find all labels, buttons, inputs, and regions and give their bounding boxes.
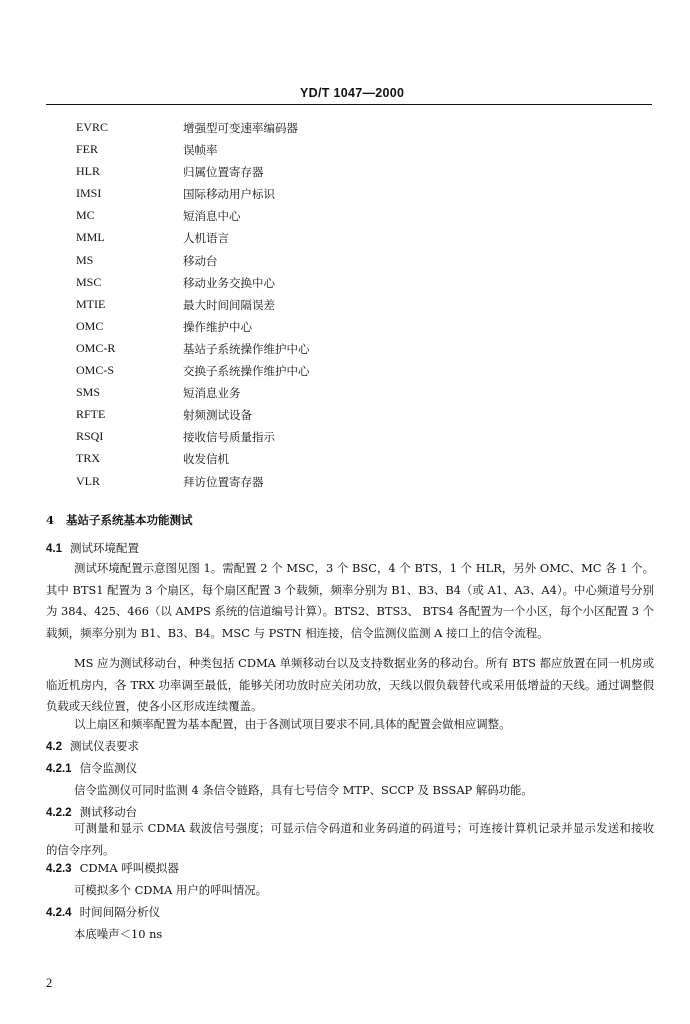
abbreviation-row bbox=[0, 230, 690, 252]
paragraph-test-environment: 测试环境配置示意图见图 1。需配置 2 个 MSC，3 个 BSC，4 个 BTS，1 个 HLR，另外 OMC、MC 各 1 个。其中 BTS1 配置为 3 个扇区，每个扇区配置 3 个载频，频率分别为 B1、B3、B4（或 A1、A3、A4）。中心频道号分别为 384、425、466（以 AMPS 系统的信道编号计算）。BTS2、BTS3、 BTS4 各配置为一个小区，每个小区配置 3 个载频，频率分别为 B1、B3、B4。MSC 与 PSTN 相连接，信令监测仪监测 A 接口上的信令流程。 bbox=[46, 561, 654, 640]
section-number: 4.1 bbox=[46, 543, 62, 555]
abbreviation-definition: 增强型可变速率编码器 bbox=[183, 121, 298, 135]
abbreviation-term: TRX bbox=[76, 451, 100, 466]
abbreviation-row bbox=[0, 385, 690, 407]
abbreviation-list bbox=[0, 120, 690, 496]
abbreviation-term: MTIE bbox=[76, 296, 106, 311]
abbreviation-definition: 基站子系统操作维护中心 bbox=[183, 341, 310, 356]
abbreviation-term: MS bbox=[76, 252, 94, 267]
subsection-4-2-4-heading bbox=[46, 904, 160, 920]
abbreviation-row bbox=[0, 451, 690, 473]
section-number: 4 bbox=[46, 513, 55, 527]
abbreviation-row bbox=[0, 253, 690, 275]
abbreviation-term: FER bbox=[76, 142, 99, 157]
abbreviation-term: OMC-R bbox=[76, 340, 116, 355]
section-title: 信令监测仪 bbox=[79, 761, 138, 775]
subsection-4-2-heading bbox=[46, 738, 139, 754]
abbreviation-term: SMS bbox=[76, 385, 101, 400]
header-rule bbox=[46, 104, 652, 105]
abbreviation-term: RSQI bbox=[76, 429, 104, 444]
abbreviation-row bbox=[0, 297, 690, 319]
section-title: 测试环境配置 bbox=[70, 541, 139, 555]
section-title: 测试移动台 bbox=[79, 805, 138, 819]
abbreviation-term: OMC bbox=[76, 318, 104, 333]
abbreviation-row bbox=[0, 407, 690, 429]
abbreviation-definition: 归属位置寄存器 bbox=[183, 165, 264, 180]
abbreviation-definition: 射频测试设备 bbox=[183, 408, 252, 423]
page-header-standard-number: YD/T 1047—2000 bbox=[300, 86, 405, 100]
page-number: 2 bbox=[46, 976, 53, 990]
abbreviation-row bbox=[0, 319, 690, 341]
abbreviation-definition: 接收信号质量指示 bbox=[183, 430, 275, 445]
abbreviation-definition: 拜访位置寄存器 bbox=[183, 474, 264, 489]
abbreviation-term: OMC-S bbox=[76, 363, 115, 378]
abbreviation-term: RFTE bbox=[76, 407, 106, 422]
section-number: 4.2.3 bbox=[46, 863, 72, 875]
abbreviation-row bbox=[0, 208, 690, 230]
abbreviation-row bbox=[0, 120, 690, 142]
abbreviation-definition: 国际移动用户标识 bbox=[183, 187, 275, 202]
abbreviation-term: IMSI bbox=[76, 186, 102, 201]
section-title: 时间间隔分析仪 bbox=[79, 905, 161, 919]
section-number: 4.2.2 bbox=[46, 807, 72, 819]
section-title: 测试仪表要求 bbox=[70, 739, 139, 753]
abbreviation-definition: 收发信机 bbox=[183, 452, 229, 467]
abbreviation-row bbox=[0, 275, 690, 297]
paragraph-test-mobile: 可测量和显示 CDMA 载波信号强度；可显示信令码道和业务码道的码道号；可连接计算机记录并显示发送和接收的信令序列。 bbox=[46, 821, 654, 857]
abbreviation-definition: 移动台 bbox=[183, 253, 218, 268]
section-4-heading bbox=[46, 512, 193, 528]
section-title: CDMA 呼叫模拟器 bbox=[79, 861, 179, 875]
section-number: 4.2 bbox=[46, 741, 62, 753]
abbreviation-term: MSC bbox=[76, 274, 102, 289]
abbreviation-row bbox=[0, 429, 690, 451]
subsection-4-2-3-heading bbox=[46, 860, 179, 876]
abbreviation-row bbox=[0, 474, 690, 496]
paragraph-signaling-monitor: 信令监测仪可同时监测 4 条信令链路，具有七号信令 MTP、SCCP 及 BSSAP 解码功能。 bbox=[74, 783, 533, 797]
section-number: 4.2.4 bbox=[46, 907, 72, 919]
abbreviation-row bbox=[0, 341, 690, 363]
paragraph-config-note: 以上扇区和频率配置为基本配置，由于各测试项目要求不同,具体的配置会做相应调整。 bbox=[74, 717, 511, 731]
abbreviation-term: MML bbox=[76, 230, 105, 245]
abbreviation-row bbox=[0, 142, 690, 164]
subsection-4-2-1-heading bbox=[46, 760, 137, 776]
abbreviation-definition: 操作维护中心 bbox=[183, 319, 252, 334]
abbreviation-definition: 交换子系统操作维护中心 bbox=[183, 364, 310, 379]
abbreviation-row bbox=[0, 186, 690, 208]
abbreviation-definition: 误帧率 bbox=[183, 143, 218, 158]
abbreviation-term: HLR bbox=[76, 164, 100, 179]
section-title: 基站子系统基本功能测试 bbox=[66, 513, 193, 527]
abbreviation-row bbox=[0, 363, 690, 385]
abbreviation-term: EVRC bbox=[76, 120, 109, 134]
abbreviation-row bbox=[0, 164, 690, 186]
abbreviation-term: VLR bbox=[76, 473, 100, 488]
paragraph-call-simulator: 可模拟多个 CDMA 用户的呼叫情况。 bbox=[74, 883, 268, 897]
subsection-4-1-heading bbox=[46, 540, 139, 556]
abbreviation-term: MC bbox=[76, 208, 95, 223]
abbreviation-definition: 移动业务交换中心 bbox=[183, 275, 275, 290]
abbreviation-definition: 人机语言 bbox=[183, 231, 229, 246]
abbreviation-definition: 最大时间间隔误差 bbox=[183, 297, 275, 312]
paragraph-mobile-station: MS 应为测试移动台，种类包括 CDMA 单频移动台以及支持数据业务的移动台。所有 BTS 都应放置在同一机房或临近机房内，各 TRX 功率调至最低，能够关闭功放时应关闭功放，天线以假负载替代或采用低增益的天线。通过调整假负载或天线位置，使各小区形成连续覆盖。 bbox=[46, 656, 654, 713]
abbreviation-definition: 短消息中心 bbox=[183, 209, 241, 224]
paragraph-noise-floor: 本底噪声＜10 ns bbox=[74, 927, 163, 941]
section-number: 4.2.1 bbox=[46, 763, 72, 775]
abbreviation-definition: 短消息业务 bbox=[183, 386, 241, 401]
